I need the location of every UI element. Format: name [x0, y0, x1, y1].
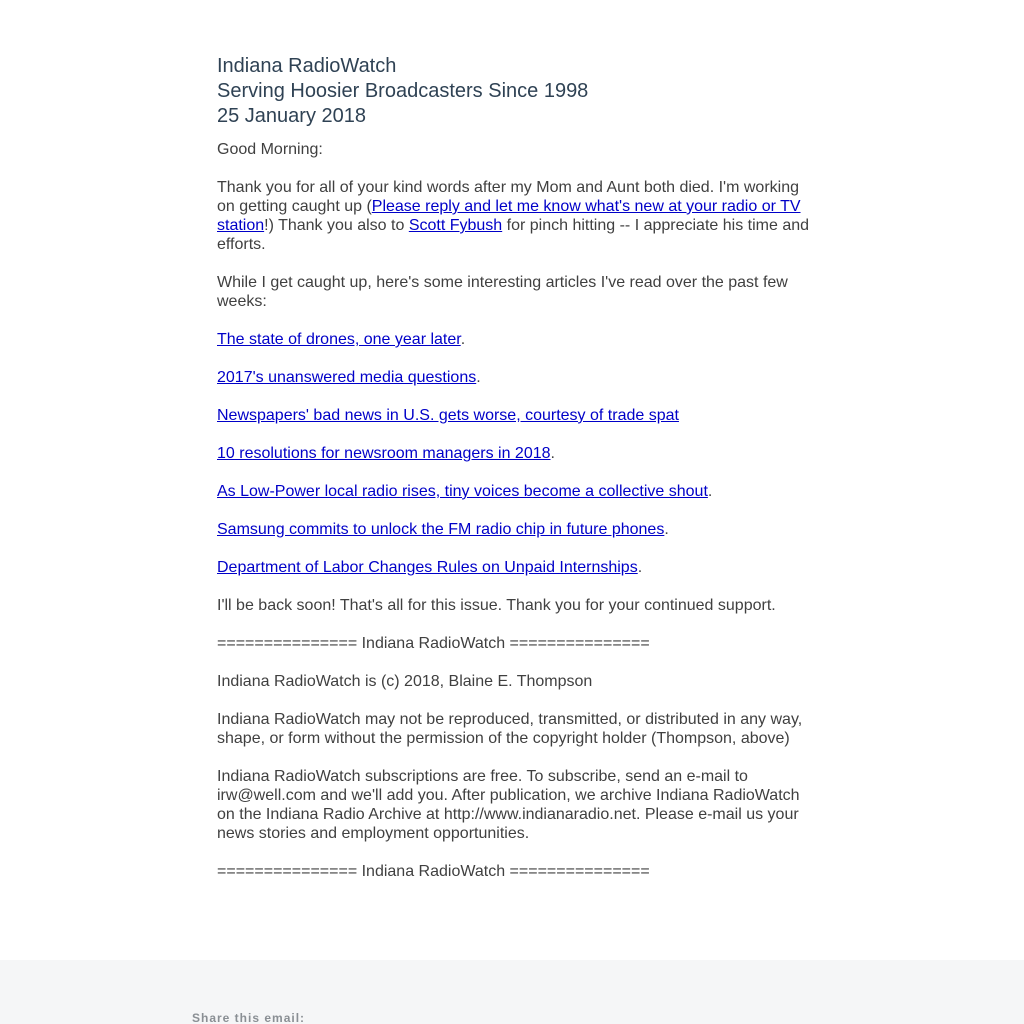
article-item: Samsung commits to unlock the FM radio chip in future phones. [217, 521, 669, 538]
article-item: The state of drones, one year later. [217, 331, 466, 348]
article-item: Department of Labor Changes Rules on Unpaid Internships. [217, 559, 643, 576]
intro-text-3: for pinch hitting -- I appreciate his time and efforts. [217, 217, 810, 253]
newsletter-date: 25 January 2018 [217, 105, 367, 127]
intro-text-2: !) Thank you also to [264, 217, 409, 234]
closing-text: I'll be back soon! That's all for this issue. Thank you for your continued support. [217, 597, 776, 614]
reproduction-notice: Indiana RadioWatch may not be reproduced, transmitted, or distributed in any way, shape, or form without the permission of the copyright holder (Thompson, above) [217, 711, 803, 747]
intro-paragraph [217, 178, 817, 254]
divider-top: =============== Indiana RadioWatch =============== [217, 635, 650, 652]
article-link-resolutions[interactable]: 10 resolutions for newsroom managers in 2018 [217, 445, 551, 462]
intro-text-1: Thank you for all of your kind words after my Mom and Aunt both died. I'm working on getting caught up ( [217, 179, 799, 215]
share-email-label: Share this email: [192, 1011, 306, 1024]
subscription-info: Indiana RadioWatch subscriptions are free. To subscribe, send an e-mail to irw@well.com and we'll add you. After publication, we archive Indiana RadioWatch on the Indiana Radio Archive at http://www.indianaradio.net. Please e-mail us your news stories and employment opportunities. [217, 768, 800, 842]
newsletter-title: Indiana RadioWatch [217, 55, 397, 77]
footer-band [0, 960, 1024, 1024]
article-link-drones[interactable]: The state of drones, one year later [217, 331, 461, 348]
divider-bottom: =============== Indiana RadioWatch =============== [217, 863, 650, 880]
article-item: As Low-Power local radio rises, tiny voices become a collective shout. [217, 483, 713, 500]
scott-fybush-link[interactable]: Scott Fybush [408, 217, 503, 234]
article-link-samsung-fm-chip[interactable]: Samsung commits to unlock the FM radio chip in future phones [217, 521, 665, 538]
article-link-low-power-radio[interactable]: As Low-Power local radio rises, tiny voices become a collective shout [217, 483, 708, 500]
article-link-unpaid-internships[interactable]: Department of Labor Changes Rules on Unpaid Internships [217, 559, 638, 576]
article-link-newspapers[interactable]: Newspapers' bad news in U.S. gets worse, courtesy of trade spat [217, 407, 679, 424]
reply-link[interactable]: Please reply and let me know what's new at your radio or TV station [217, 198, 801, 234]
greeting: Good Morning: [217, 141, 323, 158]
newsletter-header [217, 54, 817, 129]
article-link-media-questions[interactable]: 2017's unanswered media questions [217, 369, 477, 386]
article-item: 10 resolutions for newsroom managers in 2018. [217, 445, 555, 462]
article-item: 2017's unanswered media questions. [217, 369, 481, 386]
article-item [217, 406, 817, 425]
newsletter-tagline: Serving Hoosier Broadcasters Since 1998 [217, 80, 589, 102]
articles-intro: While I get caught up, here's some interesting articles I've read over the past few weeks: [217, 274, 788, 310]
copyright-notice: Indiana RadioWatch is (c) 2018, Blaine E. Thompson [217, 673, 593, 690]
email-body [217, 54, 817, 900]
